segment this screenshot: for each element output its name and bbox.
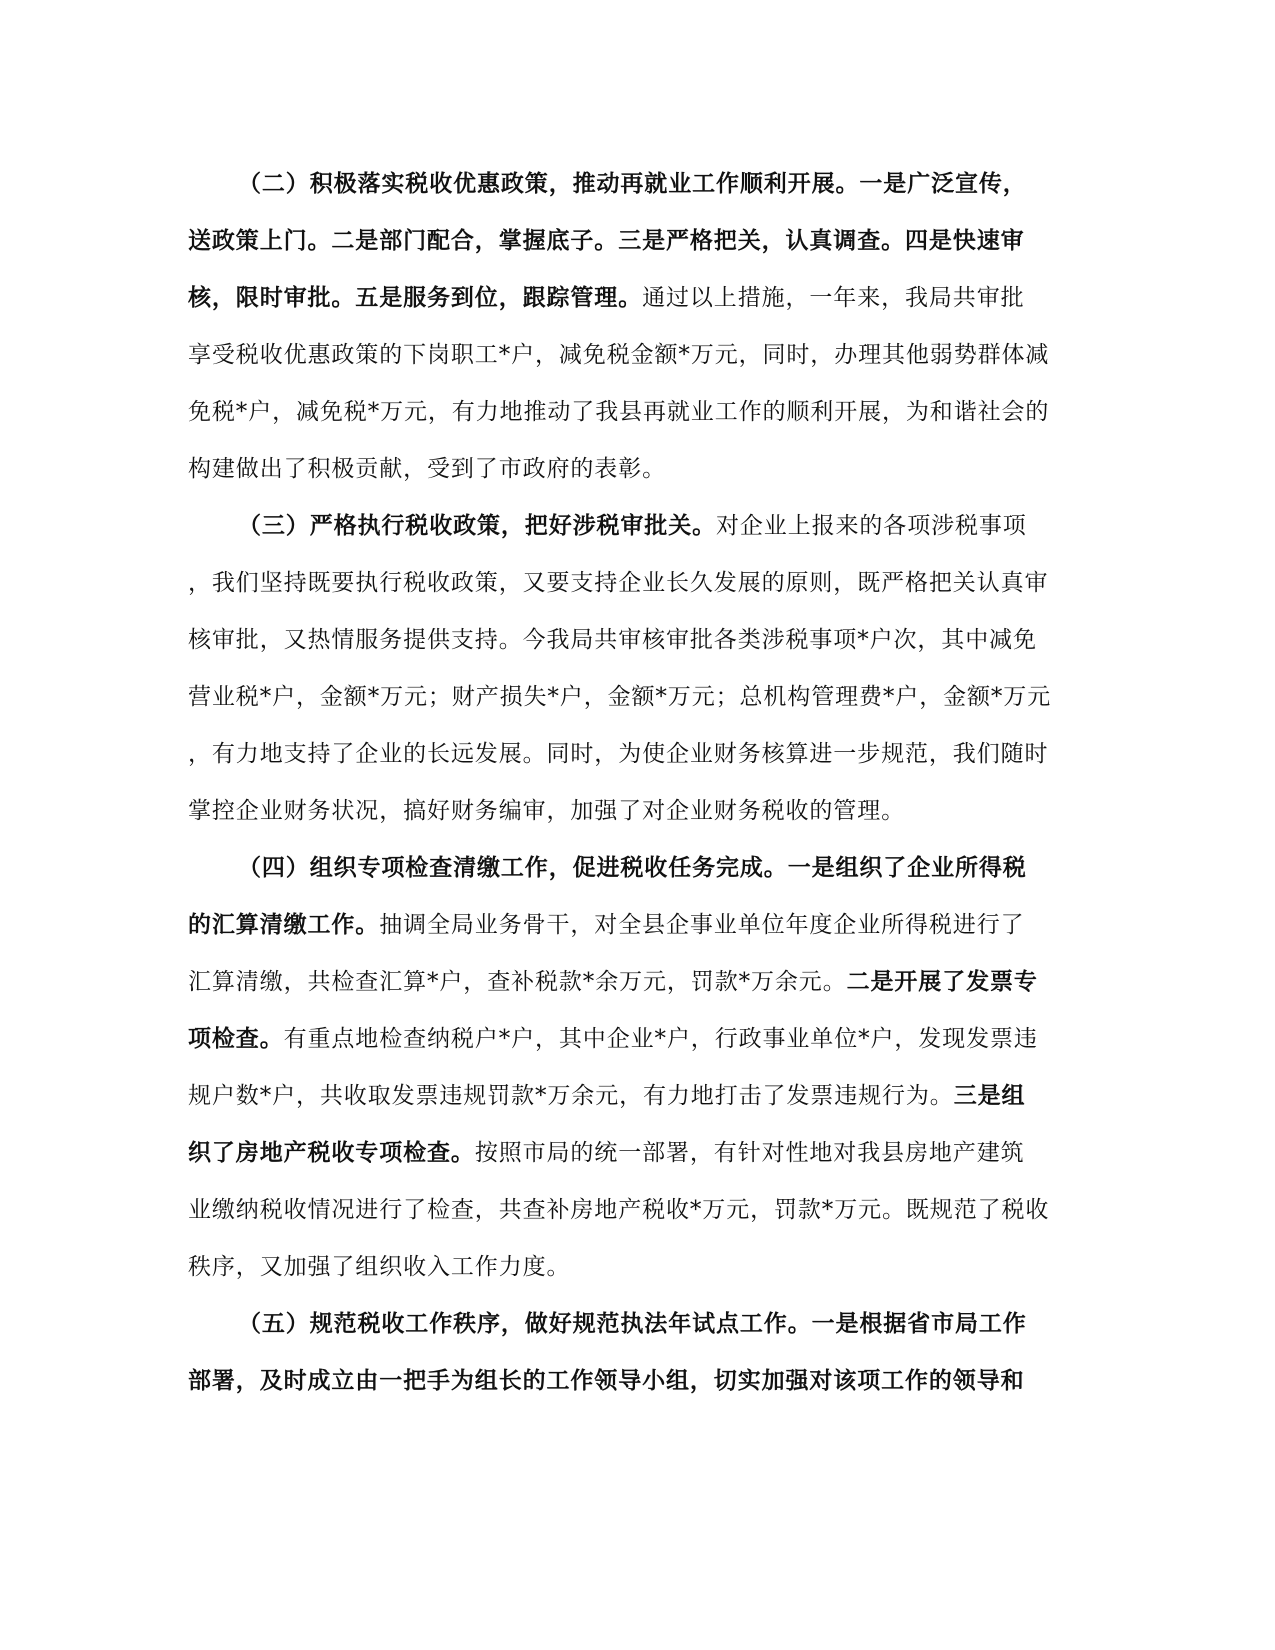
- text-line: [238, 848, 1138, 888]
- bold-text: （四）组织专项检查清缴工作，促进税收任务完成。一是组织了企业所得税: [238, 854, 1027, 881]
- text-line: [188, 791, 1088, 831]
- text-line: [188, 563, 1088, 603]
- text-line: [238, 506, 1138, 546]
- bold-text: 的汇算清缴工作。: [188, 911, 380, 938]
- bold-text: 织了房地产税收专项检查。: [188, 1139, 475, 1166]
- bold-text: 项检查。: [188, 1025, 284, 1052]
- bold-text: （五）规范税收工作秩序，做好规范执法年试点工作。一是根据省市局工作: [238, 1310, 1027, 1337]
- text-line: [188, 392, 1088, 432]
- text-line: [188, 962, 1088, 1002]
- text-line: [188, 1076, 1088, 1116]
- text-line: [188, 905, 1088, 945]
- text-line: [188, 1247, 1088, 1287]
- text-line: [188, 335, 1088, 375]
- text-line: [188, 449, 1088, 489]
- text-line: [238, 1304, 1138, 1344]
- bold-text: （三）严格执行税收政策，把好涉税审批关。: [238, 512, 716, 539]
- text-line: [188, 1190, 1088, 1230]
- text-line: [188, 1361, 1088, 1401]
- bold-text: 送政策上门。二是部门配合，掌握底子。三是严格把关，认真调查。四是快速审: [188, 227, 1025, 254]
- body-text: ，我们坚持既要执行税收政策，又要支持企业长久发展的原则，既严格把关认真审: [188, 570, 1049, 596]
- body-text: 业缴纳税收情况进行了检查，共查补房地产税收*万元，罚款*万元。既规范了税收: [188, 1197, 1050, 1223]
- text-line: [188, 677, 1088, 717]
- text-line: [188, 278, 1088, 318]
- bold-text: 二是开展了发票专: [846, 968, 1038, 995]
- body-text: 掌控企业财务状况，搞好财务编审，加强了对企业财务税收的管理。: [188, 798, 905, 824]
- text-line: [188, 620, 1088, 660]
- body-text: 规户数*户，共收取发票违规罚款*万余元，有力地打击了发票违规行为。: [188, 1083, 954, 1109]
- body-text: 秩序，又加强了组织收入工作力度。: [188, 1254, 571, 1280]
- body-text: 有重点地检查纳税户*户，其中企业*户，行政事业单位*户，发现发票违: [283, 1026, 1038, 1052]
- body-text: 通过以上措施，一年来，我局共审批: [642, 285, 1025, 311]
- body-text: 享受税收优惠政策的下岗职工*户，减免税金额*万元，同时，办理其他弱势群体减: [188, 342, 1050, 368]
- body-text: 抽调全局业务骨干，对全县企事业单位年度企业所得税进行了: [379, 912, 1025, 938]
- text-line: [188, 1133, 1088, 1173]
- body-text: 营业税*户，金额*万元；财产损失*户，金额*万元；总机构管理费*户，金额*万元: [188, 684, 1052, 710]
- bold-text: （二）积极落实税收优惠政策，推动再就业工作顺利开展。一是广泛宣传，: [238, 170, 1027, 197]
- body-text: 免税*户，减免税*万元，有力地推动了我县再就业工作的顺利开展，为和谐社会的: [188, 399, 1050, 425]
- body-text: 按照市局的统一部署，有针对性地对我县房地产建筑: [474, 1140, 1025, 1166]
- body-text: ，有力地支持了企业的长远发展。同时，为使企业财务核算进一步规范，我们随时: [188, 741, 1049, 767]
- bold-text: 部署，及时成立由一把手为组长的工作领导小组，切实加强对该项工作的领导和: [188, 1367, 1025, 1394]
- body-text: 汇算清缴，共检查汇算*户，查补税款*余万元，罚款*万余元。: [188, 969, 847, 995]
- text-line: [238, 164, 1138, 204]
- body-text: 对企业上报来的各项涉税事项: [716, 513, 1027, 539]
- body-text: 核审批，又热情服务提供支持。今我局共审核审批各类涉税事项*户次，其中减免: [188, 627, 1037, 653]
- bold-text: 核，限时审批。五是服务到位，跟踪管理。: [188, 284, 643, 311]
- text-line: [188, 221, 1088, 261]
- body-text: 构建做出了积极贡献，受到了市政府的表彰。: [188, 456, 666, 482]
- text-line: [188, 1019, 1088, 1059]
- text-line: [188, 734, 1088, 774]
- bold-text: 三是组: [953, 1082, 1026, 1109]
